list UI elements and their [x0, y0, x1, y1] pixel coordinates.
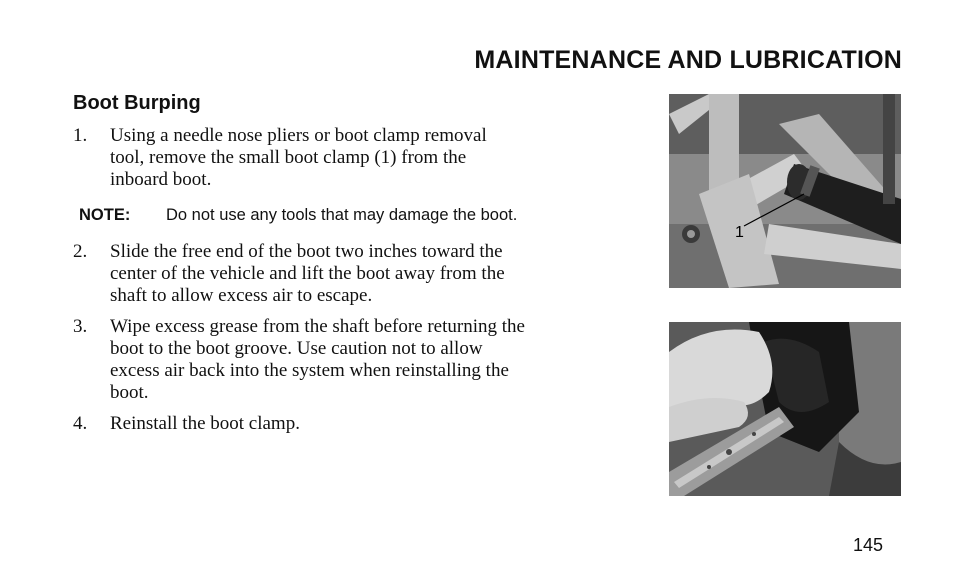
step-text-line: boot.	[110, 382, 149, 403]
step-text-line: shaft to allow excess air to escape.	[110, 285, 373, 306]
step-text-line: tool, remove the small boot clamp (1) from the	[110, 147, 467, 168]
step-text-line: Slide the free end of the boot two inches toward the	[110, 241, 503, 262]
boot-clamp-illustration	[669, 94, 901, 288]
step-4	[73, 413, 613, 435]
step-text-line: Reinstall the boot clamp.	[110, 413, 300, 434]
boot-burping-photo	[669, 322, 901, 496]
step-number: 2.	[73, 241, 88, 262]
page-number: 145	[853, 535, 884, 555]
note	[79, 206, 517, 225]
step-2	[73, 241, 613, 307]
step-3	[73, 316, 613, 404]
step-text-line: Wipe excess grease from the shaft before returning the	[110, 316, 525, 337]
page-header-title: MAINTENANCE AND LUBRICATION	[474, 46, 902, 74]
step-1	[73, 125, 613, 191]
section-title: Boot Burping	[73, 92, 201, 114]
step-text-line: Using a needle nose pliers or boot clamp removal	[110, 125, 487, 146]
note-label: NOTE:	[79, 206, 131, 224]
step-text-line: inboard boot.	[110, 169, 212, 190]
step-number: 1.	[73, 125, 88, 146]
note-text: Do not use any tools that may damage the boot.	[166, 206, 518, 224]
hand-lifting-boot-illustration	[669, 322, 901, 496]
step-text-line: boot to the boot groove. Use caution not to allow	[110, 338, 483, 359]
boot-clamp-photo	[669, 94, 901, 288]
step-text-line: excess air back into the system when reinstalling the	[110, 360, 509, 381]
callout-label: 1	[735, 224, 744, 241]
step-text-line: center of the vehicle and lift the boot away from the	[110, 263, 505, 284]
step-number: 3.	[73, 316, 88, 337]
step-number: 4.	[73, 413, 88, 434]
